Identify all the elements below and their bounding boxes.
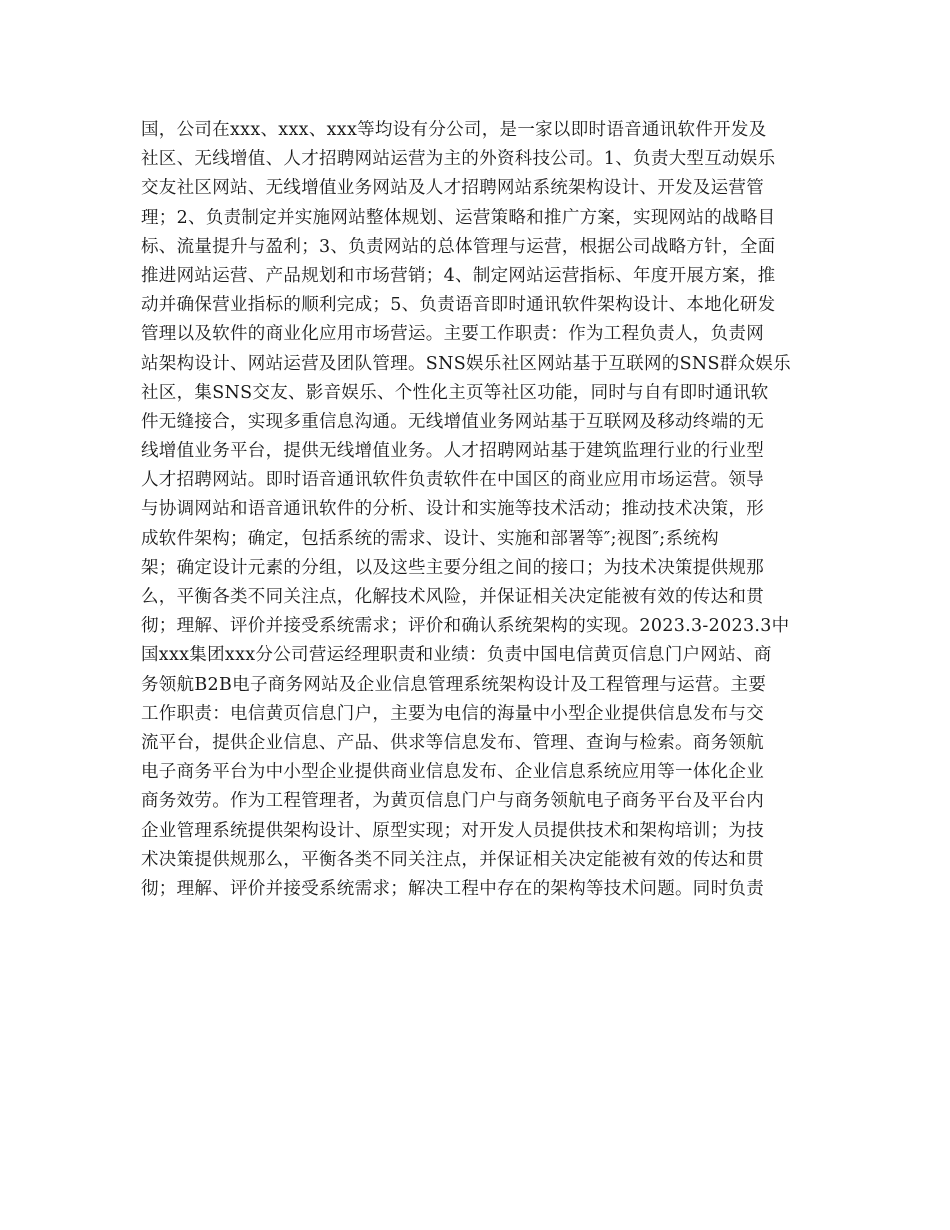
text-line: 与协调网站和语音通讯软件的分析、设计和实施等技术活动；推动技术决策，形 — [141, 499, 764, 520]
text-line: 术决策提供规那么，平衡各类不同关注点，并保证相关决定能被有效的传达和贯 — [141, 849, 764, 870]
text-line: 理；2、负责制定并实施网站整体规划、运营策略和推广方案，实现网站的战略目 — [141, 207, 776, 228]
text-line: 彻；理解、评价并接受系统需求；评价和确认系统架构的实现。2023.3-2023.3中 — [141, 616, 790, 637]
text-line: 动并确保营业指标的顺利完成；5、负责语音即时通讯软件架构设计、本地化研发 — [141, 295, 776, 316]
text-line: 彻；理解、评价并接受系统需求；解决工程中存在的架构等技术问题。同时负责 — [141, 878, 764, 899]
text-line: 国xxx集团xxx分公司营运经理职责和业绩：负责中国电信黄页信息门户网站、商 — [141, 645, 772, 666]
text-line: 站架构设计、网站运营及团队管理。SNS娱乐社区网站基于互联网的SNS群众娱乐 — [141, 353, 791, 374]
text-line: 线增值业务平台，提供无线增值业务。人才招聘网站基于建筑监理行业的行业型 — [141, 441, 764, 462]
text-line: 么，平衡各类不同关注点，化解技术风险，并保证相关决定能被有效的传达和贯 — [141, 587, 764, 607]
text-line: 标、流量提升与盈利；3、负责网站的总体管理与运营，根据公司战略方针，全面 — [141, 236, 776, 257]
text-line: 社区、无线增值、人才招聘网站运营为主的外资科技公司。1、负责大型互动娱乐 — [141, 149, 776, 170]
text-line: 成软件架构；确定，包括系统的需求、设计、实施和部署等″;视图″;系统构 — [141, 528, 719, 549]
text-line: 工作职责：电信黄页信息门户，主要为电信的海量中小型企业提供信息发布与交 — [141, 703, 764, 724]
text-line: 架；确定设计元素的分组，以及这些主要分组之间的接口；为技术决策提供规那 — [141, 557, 764, 578]
text-line: 件无缝接合，实现多重信息沟通。无线增值业务网站基于互联网及移动终端的无 — [141, 411, 764, 432]
text-line: 电子商务平台为中小型企业提供商业信息发布、企业信息系统应用等一体化企业 — [141, 762, 764, 783]
body-text — [141, 116, 821, 904]
text-line: 务领航B2B电子商务网站及企业信息管理系统架构设计及工程管理与运营。主要 — [141, 674, 767, 695]
text-line: 企业管理系统提供架构设计、原型实现；对开发人员提供技术和架构培训；为技 — [141, 820, 764, 841]
text-line: 推进网站运营、产品规划和市场营销；4、制定网站运营指标、年度开展方案，推 — [141, 265, 776, 286]
text-line: 管理以及软件的商业化应用市场营运。主要工作职责：作为工程负责人，负责网 — [141, 324, 764, 345]
text-line: 国，公司在xxx、xxx、xxx等均设有分公司，是一家以即时语音通讯软件开发及 — [141, 120, 767, 140]
text-line: 社区，集SNS交友、影音娱乐、个性化主页等社区功能，同时与自有即时通讯软 — [141, 382, 769, 403]
text-line: 人才招聘网站。即时语音通讯软件负责软件在中国区的商业应用市场运营。领导 — [141, 470, 764, 491]
text-line: 商务效劳。作为工程管理者，为黄页信息门户与商务领航电子商务平台及平台内 — [141, 791, 764, 812]
text-line: 流平台，提供企业信息、产品、供求等信息发布、管理、查询与检索。商务领航 — [141, 732, 764, 753]
text-line: 交友社区网站、无线增值业务网站及人才招聘网站系统架构设计、开发及运营管 — [141, 178, 764, 199]
